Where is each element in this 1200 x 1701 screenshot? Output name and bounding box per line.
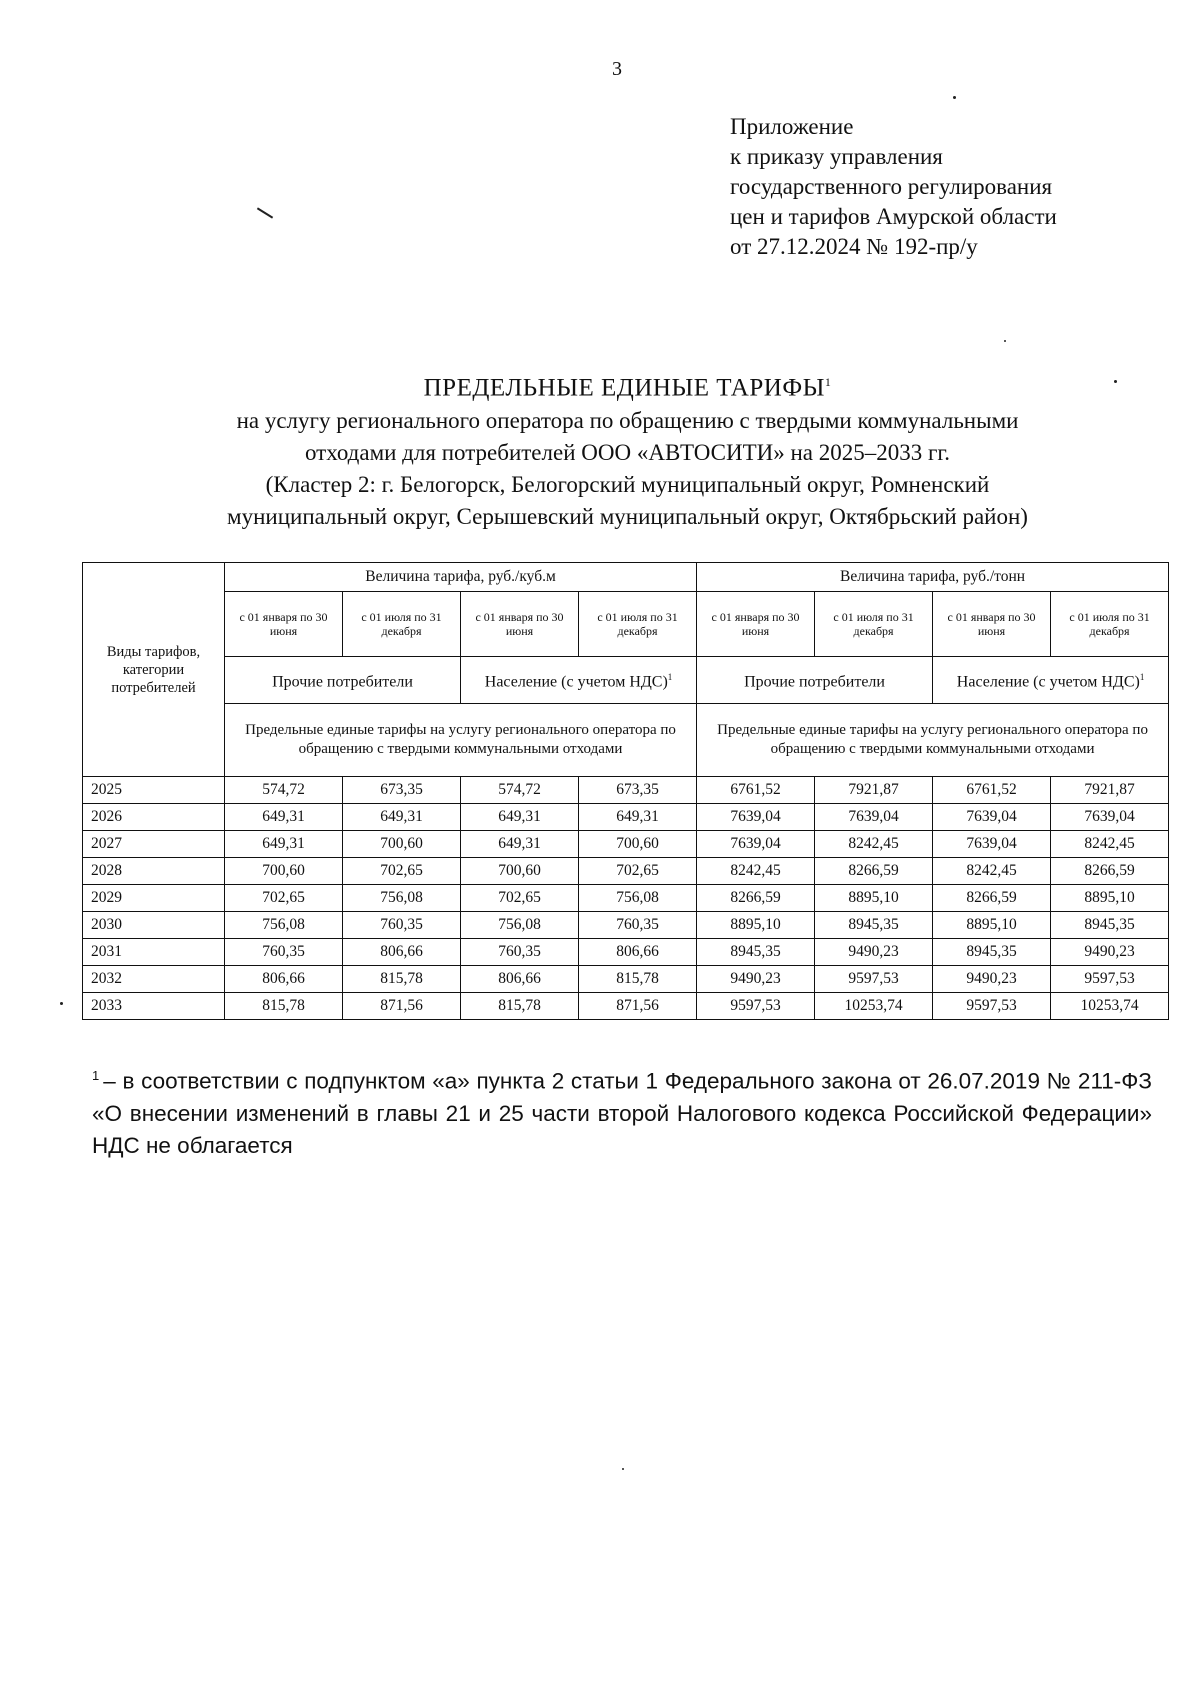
tariff-value-cell: 806,66 [225,966,343,993]
table-row [83,885,1169,912]
period-header: с 01 января по 30 июня [461,592,579,657]
tariff-value-cell: 700,60 [461,858,579,885]
tariff-value-cell: 673,35 [343,777,461,804]
tariff-value-cell: 8945,35 [933,939,1051,966]
description-header: Предельные единые тарифы на услугу регионального оператора по обращению с твердыми коммунальными отходами [697,704,1169,777]
tariff-value-cell: 756,08 [225,912,343,939]
tariff-value-cell: 8895,10 [815,885,933,912]
period-header: с 01 января по 30 июня [225,592,343,657]
year-cell: 2032 [83,966,225,993]
scan-artifact [257,207,273,218]
tariff-value-cell: 6761,52 [933,777,1051,804]
scan-speck [953,96,956,99]
category-label: Население (с учетом НДС) [956,673,1140,691]
tariff-value-cell: 702,65 [461,885,579,912]
tariff-value-cell: 7639,04 [815,804,933,831]
tariff-value-cell: 9597,53 [815,966,933,993]
page-number: 3 [612,58,622,80]
table-row [83,912,1169,939]
appendix-line: цен и тарифов Амурской области [730,204,1057,229]
appendix-block [730,112,1057,262]
tariff-value-cell: 7639,04 [933,831,1051,858]
tariff-value-cell: 8266,59 [1051,858,1169,885]
year-cell: 2026 [83,804,225,831]
category-mark: 1 [1139,672,1145,683]
tariff-value-cell: 574,72 [225,777,343,804]
tariff-value-cell: 756,08 [579,885,697,912]
description-header: Предельные единые тарифы на услугу регионального оператора по обращению с твердыми коммунальными отходами [225,704,697,777]
period-header: с 01 июля по 31 декабря [343,592,461,657]
tariff-rows [83,777,1169,1020]
appendix-line: государственного регулирования [730,174,1053,199]
period-header: с 01 июля по 31 декабря [579,592,697,657]
title-text: ПРЕДЕЛЬНЫЕ ЕДИНЫЕ ТАРИФЫ [423,374,825,402]
tariff-value-cell: 8266,59 [933,885,1051,912]
tariff-value-cell: 649,31 [343,804,461,831]
tariff-value-cell: 700,60 [343,831,461,858]
category-header [461,657,697,704]
table-row [83,777,1169,804]
year-cell: 2031 [83,939,225,966]
tariff-value-cell: 7639,04 [933,804,1051,831]
period-header: с 01 июля по 31 декабря [1051,592,1169,657]
tariff-value-cell: 760,35 [343,912,461,939]
tariff-value-cell: 9490,23 [697,966,815,993]
tariff-value-cell: 9597,53 [933,993,1051,1020]
tariff-value-cell: 7639,04 [697,831,815,858]
appendix-line: Приложение [730,114,854,139]
tariff-value-cell: 871,56 [579,993,697,1020]
tariff-value-cell: 806,66 [343,939,461,966]
scan-speck [60,1002,63,1005]
subtitle-line: (Кластер 2: г. Белогорск, Белогорский муниципальный округ, Ромненский [265,472,990,498]
tariff-value-cell: 9597,53 [1051,966,1169,993]
tariff-value-cell: 9490,23 [815,939,933,966]
tariff-value-cell: 8945,35 [815,912,933,939]
tariff-value-cell: 871,56 [343,993,461,1020]
year-cell: 2027 [83,831,225,858]
tariff-value-cell: 10253,74 [815,993,933,1020]
document-title [70,365,1185,405]
title-footnote-mark: 1 [824,375,832,389]
tariff-value-cell: 702,65 [579,858,697,885]
category-header [225,657,461,704]
tariff-value-cell: 9490,23 [933,966,1051,993]
tariff-table [82,562,1169,1020]
year-cell: 2030 [83,912,225,939]
table-row [83,858,1169,885]
tariff-value-cell: 8895,10 [697,912,815,939]
tariff-value-cell: 7639,04 [697,804,815,831]
table-row [83,993,1169,1020]
unit-group-header: Величина тарифа, руб./тонн [697,563,1169,592]
tariff-value-cell: 8242,45 [1051,831,1169,858]
tariff-value-cell: 8945,35 [697,939,815,966]
tariff-value-cell: 7921,87 [1051,777,1169,804]
tariff-value-cell: 8945,35 [1051,912,1169,939]
tariff-value-cell: 649,31 [461,804,579,831]
tariff-value-cell: 6761,52 [697,777,815,804]
footnote [92,1060,1152,1162]
tariff-value-cell: 760,35 [461,939,579,966]
tariff-value-cell: 702,65 [343,858,461,885]
scan-speck [622,1468,624,1470]
year-cell: 2033 [83,993,225,1020]
title-block [70,365,1185,533]
category-label: Население (с учетом НДС) [484,673,668,691]
tariff-value-cell: 8266,59 [815,858,933,885]
tariff-value-cell: 649,31 [579,804,697,831]
tariff-value-cell: 7639,04 [1051,804,1169,831]
category-label: Прочие потребители [272,673,413,691]
tariff-value-cell: 700,60 [225,858,343,885]
tariff-value-cell: 8895,10 [933,912,1051,939]
tariff-value-cell: 760,35 [579,912,697,939]
tariff-value-cell: 700,60 [579,831,697,858]
footnote-text: – в соответствии с подпунктом «а» пункта 2 статьи 1 Федерального закона от 26.07.2019 № 211-ФЗ «О внесении изменений в главы 21 и 25 части второй Налогового кодекса Российской Федерации» НДС не облагается [92,1068,1152,1158]
period-header: с 01 января по 30 июня [697,592,815,657]
tariff-value-cell: 760,35 [225,939,343,966]
subtitle-line: на услугу регионального оператора по обращению с твердыми коммунальными [236,408,1019,434]
table-row [83,939,1169,966]
table-row [83,804,1169,831]
year-cell: 2025 [83,777,225,804]
tariff-value-cell: 8895,10 [1051,885,1169,912]
tariff-value-cell: 649,31 [225,804,343,831]
category-mark: 1 [667,672,673,683]
tariff-value-cell: 649,31 [461,831,579,858]
tariff-value-cell: 815,78 [579,966,697,993]
subtitle-line: отходами для потребителей ООО «АВТОСИТИ» на 2025–2033 гг. [304,440,951,466]
tariff-value-cell: 806,66 [461,966,579,993]
footnote-mark: 1 [92,1068,100,1083]
tariff-value-cell: 815,78 [343,966,461,993]
table-row [83,966,1169,993]
scan-speck [1004,340,1006,342]
tariff-value-cell: 8266,59 [697,885,815,912]
table-row [83,831,1169,858]
category-header [697,657,933,704]
tariff-value-cell: 574,72 [461,777,579,804]
row-header-cell: Виды тарифов, категории потребителей [83,563,225,777]
tariff-value-cell: 756,08 [343,885,461,912]
tariff-value-cell: 10253,74 [1051,993,1169,1020]
tariff-value-cell: 7921,87 [815,777,933,804]
tariff-value-cell: 756,08 [461,912,579,939]
appendix-line: от 27.12.2024 № 192-пр/у [730,234,978,259]
tariff-value-cell: 9597,53 [697,993,815,1020]
tariff-value-cell: 673,35 [579,777,697,804]
period-header: с 01 июля по 31 декабря [815,592,933,657]
category-label: Прочие потребители [744,673,885,691]
year-cell: 2029 [83,885,225,912]
tariff-value-cell: 9490,23 [1051,939,1169,966]
category-header [933,657,1169,704]
year-cell: 2028 [83,858,225,885]
tariff-value-cell: 8242,45 [933,858,1051,885]
tariff-value-cell: 815,78 [225,993,343,1020]
period-header: с 01 января по 30 июня [933,592,1051,657]
tariff-value-cell: 815,78 [461,993,579,1020]
subtitle-line: муниципальный округ, Серышевский муниципальный округ, Октябрьский район) [227,504,1028,530]
tariff-value-cell: 702,65 [225,885,343,912]
appendix-line: к приказу управления [730,144,943,169]
tariff-value-cell: 649,31 [225,831,343,858]
tariff-value-cell: 806,66 [579,939,697,966]
tariff-value-cell: 8242,45 [815,831,933,858]
tariff-value-cell: 8242,45 [697,858,815,885]
unit-group-header: Величина тарифа, руб./куб.м [225,563,697,592]
